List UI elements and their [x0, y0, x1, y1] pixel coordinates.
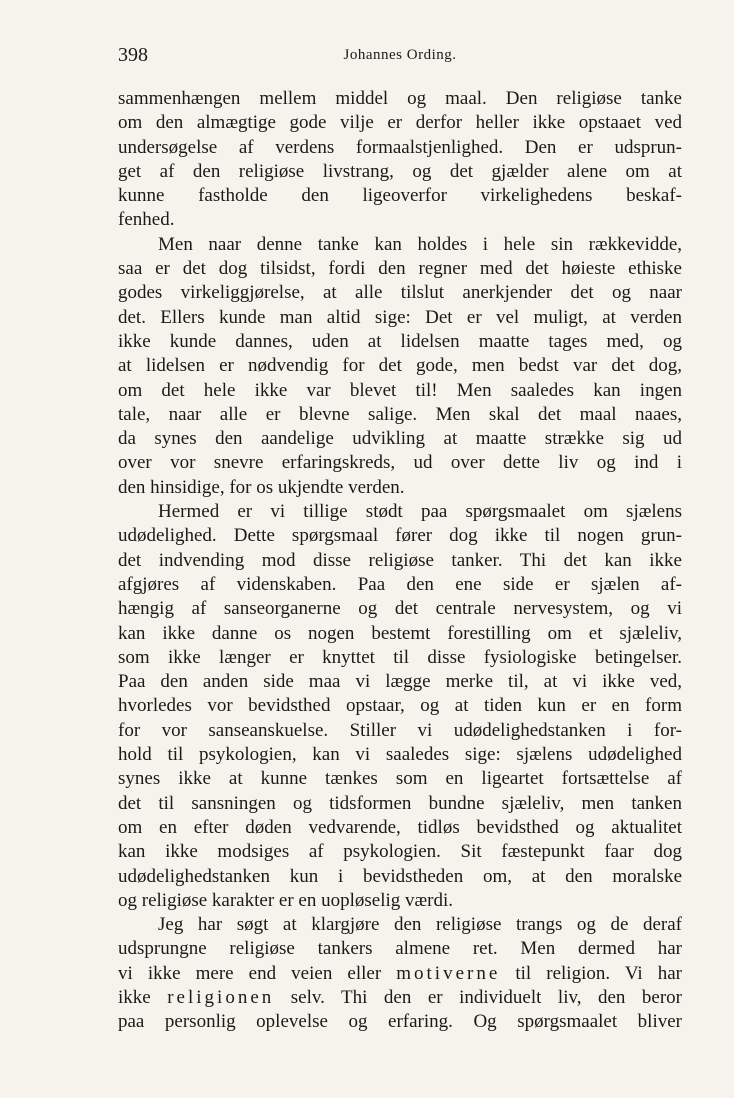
text-line: undersøgelse af verdens formaalstjenlighed. Den er udsprun- — [118, 136, 682, 158]
page-header — [118, 44, 682, 74]
body-text — [118, 87, 682, 1035]
text-line: da synes den aandelige udvikling at maatte strække sig ud — [118, 428, 682, 450]
text-line: at lidelsen er nødvendig for det gode, men bedst var det dog, — [118, 355, 682, 377]
text-line: Hermed er vi tillige stødt paa spørgsmaalet om sjælens — [158, 501, 682, 523]
text-line: sammenhængen mellem middel og maal. Den religiøse tanke — [118, 88, 682, 109]
text-line: kan ikke modsiges af psykologien. Sit fæstepunkt faar dog — [118, 841, 682, 863]
text-line: synes ikke at kunne tænkes som en ligeartet fortsættelse af — [118, 768, 682, 790]
text-line: udsprungne religiøse tankers almene ret. Men dermed har — [118, 938, 682, 960]
text-line: fenhed. — [118, 209, 175, 231]
text-line: det indvending mod disse religiøse tanker. Thi det kan ikke — [118, 549, 682, 571]
text-line: afgjøres af videnskaben. Paa den ene side er sjælen af- — [118, 573, 682, 595]
text-line: som ikke længer er knyttet til disse fysiologiske betingelser. — [118, 646, 682, 668]
text-line: om den almægtige gode vilje er derfor heller ikke opstaaet ved — [118, 112, 682, 134]
line-text-after: til religion. Vi har — [515, 962, 683, 984]
text-line: saa er det dog tilsidst, fordi den regner med det høieste ethiske — [118, 258, 682, 280]
text-line: det. Ellers kunde man altid sige: Det er vel muligt, at verden — [118, 306, 682, 328]
spaced-emphasis: motiverne — [396, 962, 501, 984]
text-line — [118, 986, 682, 1010]
line-text-after: selv. Thi den er individuelt liv, den beror — [290, 986, 683, 1008]
text-line: udødelighedstanken kun i bevidstheden om, at den moralske — [118, 865, 682, 887]
text-line: over vor snevre erfaringskreds, ud over dette liv og ind i — [118, 452, 682, 474]
line-text-before: ikke — [118, 986, 151, 1008]
text-line: for vor sanseanskuelse. Stiller vi udødelighedstanken i for- — [118, 719, 682, 741]
text-line: Paa den anden side maa vi lægge merke til, at vi ikke ved, — [118, 671, 682, 693]
text-line: om det hele ikke var blevet til! Men saaledes kan ingen — [118, 379, 682, 401]
text-line: get af den religiøse livstrang, og det gjælder alene om at — [118, 160, 682, 182]
line-text-before: vi ikke mere end veien eller — [118, 962, 382, 984]
text-line: hold til psykologien, kan vi saaledes sige: sjælens udødelighed — [118, 744, 682, 766]
text-line: kan ikke danne os nogen bestemt forestilling om et sjæleliv, — [118, 622, 682, 644]
text-line: tale, naar alle er blevne salige. Men skal det maal naaes, — [118, 403, 682, 425]
text-line: kunne fastholde den ligeoverfor virkelighedens beskaf- — [118, 185, 682, 207]
text-line: godes virkeliggjørelse, at alle tilslut anerkjender det og naar — [118, 282, 682, 304]
running-title: Johannes Ording. — [343, 47, 457, 63]
text-line: paa personlig oplevelse og erfaring. Og spørgsmaalet bliver — [118, 1011, 682, 1033]
text-line: den hinsidige, for os ukjendte verden. — [118, 476, 405, 498]
text-line: Men naar denne tanke kan holdes i hele sin rækkevidde, — [158, 233, 682, 255]
text-line: hvorledes vor bevidsthed opstaar, og at tiden kun er en form — [118, 695, 682, 717]
text-line: udødelighed. Dette spørgsmaal fører dog ikke til nogen grun- — [118, 525, 682, 547]
text-line: ikke kunde dannes, uden at lidelsen maatte tages med, og — [118, 330, 682, 352]
text-line: og religiøse karakter er en uopløselig værdi. — [118, 889, 454, 911]
text-line: om en efter døden vedvarende, tidløs bevidsthed og aktualitet — [118, 816, 682, 838]
page-number: 398 — [118, 44, 148, 66]
text-line — [118, 962, 682, 986]
text-line: hængig af sanseorganerne og det centrale nervesystem, og vi — [118, 598, 682, 620]
text-line: Jeg har søgt at klargjøre den religiøse trangs og de deraf — [158, 914, 682, 936]
text-line: det til sansningen og tidsformen bundne sjæleliv, men tanken — [118, 792, 682, 814]
spaced-emphasis: religionen — [167, 986, 275, 1008]
